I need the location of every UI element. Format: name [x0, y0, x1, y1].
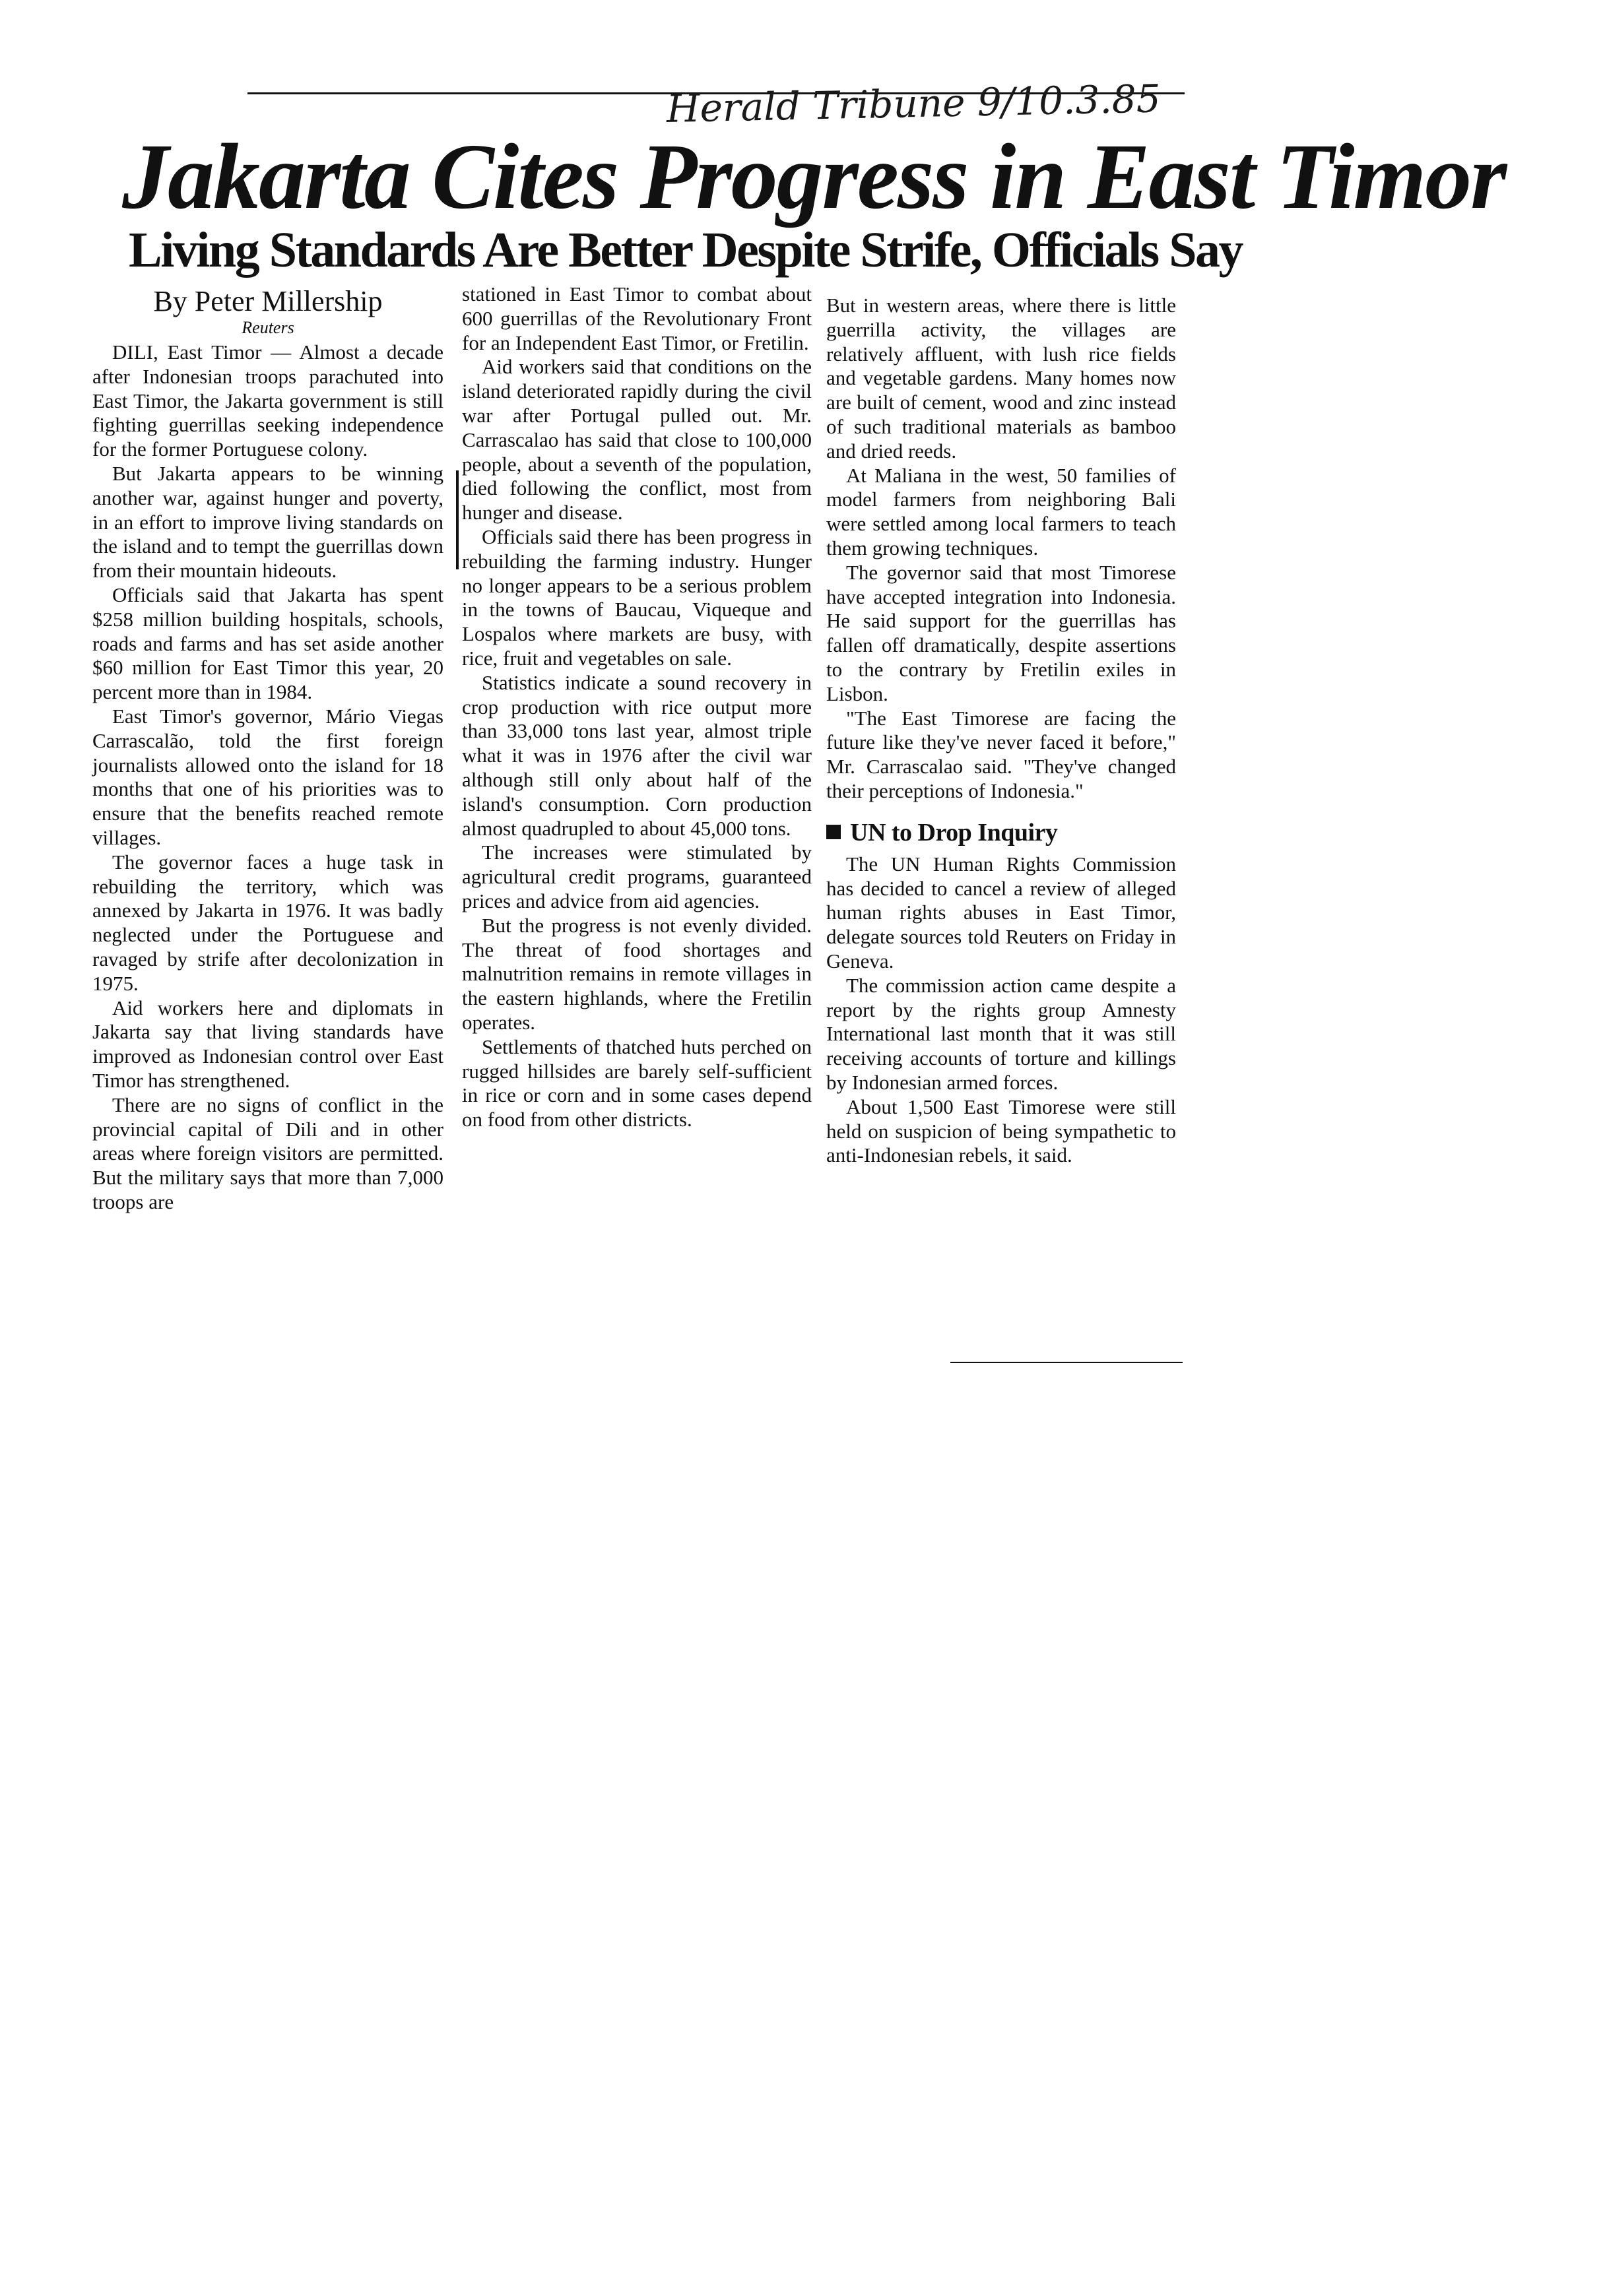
paragraph: The increases were stimulated by agricultural credit programs, guaranteed prices and advice from aid agencies.	[462, 841, 812, 912]
section-heading	[826, 818, 1176, 847]
paragraph: The UN Human Rights Commission has decided to cancel a review of alleged human rights abuses in East Timor, delegate sources told Reuters on Friday in Geneva.	[826, 852, 1176, 973]
paragraph: But the progress is not evenly divided. The threat of food shortages and malnutrition remains in remote villages in the eastern highlands, where the Fretilin operates.	[462, 913, 812, 1034]
paragraph: But in western areas, where there is little guerrilla activity, the villages are relatively affluent, with lush rice fields and vegetable gardens. Many homes now are built of cement, wood and zinc instead of such traditional materials as bamboo and dried reeds.	[826, 294, 1176, 462]
handwritten-annotation: Herald Tribune 9/10.3.85	[666, 76, 1162, 131]
subheadline: Living Standards Are Better Despite Strife, Officials Say	[129, 222, 1243, 278]
paragraph: The commission action came despite a report by the rights group Amnesty International last month that it was still receiving accounts of torture and killings by Indonesian armed forces.	[826, 973, 1176, 1094]
paragraph: "The East Timorese are facing the future like they've never faced it before," Mr. Carrascalao said. "They've changed their perceptions of Indonesia."	[826, 706, 1176, 802]
paragraph: Settlements of thatched huts perched on rugged hillsides are barely self-sufficient in rice or corn and in some cases depend on food from other districts.	[462, 1035, 812, 1132]
section-heading-text: UN to Drop Inquiry	[850, 818, 1058, 846]
paragraph: About 1,500 East Timorese were still held on suspicion of being sympathetic to anti-Indonesian rebels, it said.	[826, 1095, 1176, 1167]
paragraph: Officials said there has been progress in rebuilding the farming industry. Hunger no longer appears to be a serious problem in the towns of Baucau, Viqueque and Lospalos where markets are busy, with rice, fruit and vegetables on sale.	[462, 525, 812, 670]
paragraph: The governor said that most Timorese have accepted integration into Indonesia. He said support for the guerrillas has fallen off dramatically, despite assertions to the contrary by Fretilin exiles in Lisbon.	[826, 560, 1176, 705]
paragraph: Statistics indicate a sound recovery in crop production with rice output more than 33,000 tons last year, almost triple what it was in 1976 after the civil war although still only about half of the island's consumption. Corn production almost quadrupled to about 45,000 tons.	[462, 670, 812, 840]
square-bullet-icon	[826, 825, 841, 839]
byline-author: By Peter Millership	[153, 285, 383, 317]
headline: Jakarta Cites Progress in East Timor	[122, 124, 1506, 228]
column-2	[462, 282, 812, 1132]
paragraph: DILI, East Timor — Almost a decade after Indonesian troops parachuted into East Timor, the Jakarta government is still fighting guerrillas seeking independence for the former Portuguese colony.	[92, 340, 443, 461]
margin-mark	[456, 470, 459, 569]
paragraph: Aid workers here and diplomats in Jakarta say that living standards have improved as Indonesian control over East Timor has strengthened.	[92, 996, 443, 1092]
end-rule	[950, 1362, 1183, 1363]
paragraph: At Maliana in the west, 50 families of model farmers from neighboring Bali were settled among local farmers to teach them growing techniques.	[826, 463, 1176, 559]
paragraph: Officials said that Jakarta has spent $258 million building hospitals, schools, roads and farms and has set aside another $60 million for East Timor this year, 20 percent more than in 1984.	[92, 583, 443, 704]
paragraph: stationed in East Timor to combat about 600 guerrillas of the Revolutionary Front for an Independent East Timor, or Fretilin.	[462, 282, 812, 354]
paragraph: But Jakarta appears to be winning another war, against hunger and poverty, in an effort to improve living standards on the island and to tempt the guerrillas down from their mountain hideouts.	[92, 461, 443, 583]
paragraph: East Timor's governor, Mário Viegas Carrascalão, told the first foreign journalists allowed onto the island for 18 months that one of his priorities was to ensure that the benefits reached remote villages.	[92, 704, 443, 849]
paragraph: The governor faces a huge task in rebuilding the territory, which was annexed by Jakarta in 1976. It was badly neglected under the Portuguese and ravaged by strife after decolonization in 1975.	[92, 850, 443, 995]
column-3	[826, 294, 1176, 1168]
byline-agency: Reuters	[242, 318, 294, 337]
paragraph: Aid workers said that conditions on the island deteriorated rapidly during the civil war after Portugal pulled out. Mr. Carrascalao has said that close to 100,000 people, about a seventh of the population, died following the conflict, most from hunger and disease.	[462, 355, 812, 525]
paragraph: There are no signs of conflict in the provincial capital of Dili and in other areas where foreign visitors are permitted. But the military says that more than 7,000 troops are	[92, 1093, 443, 1213]
column-1	[92, 285, 443, 1215]
